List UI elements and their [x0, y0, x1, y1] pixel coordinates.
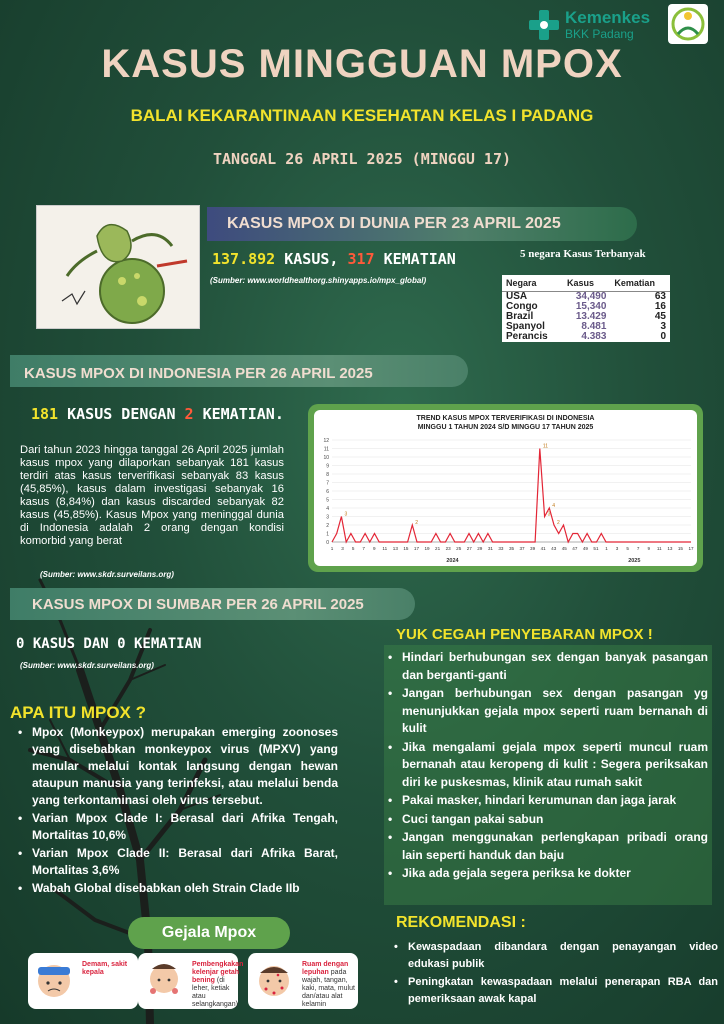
indonesia-deaths-suffix: KEMATIAN.: [193, 405, 284, 423]
symptom-highlight: Ruam dengan lepuhan: [302, 961, 349, 976]
x-tick-label: 49: [582, 546, 588, 551]
y-tick-label: 4: [326, 506, 329, 512]
data-label: 3: [344, 511, 348, 518]
x-tick-label: 1: [330, 546, 334, 551]
deaths-cell: 63: [654, 291, 666, 302]
cases-cell: 8.481: [581, 321, 607, 332]
x-tick-label: 31: [487, 546, 493, 551]
indonesia-deaths: 2: [184, 405, 194, 423]
rash-face-icon: [254, 959, 294, 1003]
y-tick-label: 1: [326, 531, 329, 538]
top5-title: 5 negara Kasus Terbanyak: [520, 248, 646, 260]
list-item: • Wabah Global disebabkan oleh Strain Clade IIb: [16, 880, 338, 897]
x-tick-label: 1: [605, 546, 608, 551]
trend-chart-panel: [308, 404, 703, 572]
bkk-emblem-icon: [668, 4, 708, 44]
x-tick-label: 13: [392, 546, 398, 551]
trend-chart: [314, 410, 697, 566]
list-item: • Varian Mpox Clade I: Berasal dari Afrika Tengah, Mortalitas 10,6%: [16, 810, 338, 844]
top5-header-cases: Kasus: [563, 275, 610, 292]
sumbar-section-banner: KASUS MPOX DI SUMBAR PER 26 APRIL 2025: [10, 588, 415, 620]
x-tick-label: 33: [498, 546, 504, 551]
x-tick-label: 45: [561, 546, 567, 551]
deaths-cell: 45: [654, 311, 666, 322]
what-is-mpox-list: [16, 724, 338, 898]
x-tick-label: 11: [382, 546, 388, 551]
country-cell: Brazil: [506, 311, 534, 322]
x-tick-label: 13: [667, 546, 673, 551]
logo-brand: Kemenkes: [565, 8, 651, 27]
logo-unit: BKK Padang: [565, 27, 634, 41]
world-cases-suffix: KASUS,: [275, 250, 348, 268]
year-label: 2024: [446, 558, 459, 564]
x-tick-label: 11: [656, 546, 662, 551]
indonesia-cases: 181: [31, 405, 59, 423]
world-deaths-suffix: KEMATIAN: [374, 250, 456, 268]
indonesia-source: (Sumber: www.skdr.surveilans.org): [40, 570, 174, 579]
x-tick-label: 37: [519, 546, 525, 551]
country-cell: USA: [506, 291, 528, 302]
y-tick-label: 10: [323, 455, 329, 461]
world-cases: 137.892: [212, 250, 276, 268]
y-tick-label: 0: [326, 540, 329, 546]
list-item: • Peningkatan kewaspadaan melalui penerapan RBA dan pemeriksaan awak kapal: [392, 974, 718, 1008]
fever-face-icon: [34, 959, 74, 1003]
x-tick-label: 19: [424, 546, 430, 551]
data-label: 3: [547, 511, 551, 518]
prevention-list: [386, 649, 708, 884]
symptom-highlight: Demam, sakit kepala: [82, 961, 128, 976]
symptom-card-lymph: [138, 953, 244, 1009]
deaths-cell: 16: [654, 301, 666, 312]
prevention-title: YUK CEGAH PENYEBARAN MPOX !: [396, 626, 653, 643]
virus-cartoon-image: [36, 205, 200, 329]
y-tick-label: 8: [326, 472, 329, 478]
y-tick-label: 2: [326, 523, 329, 529]
x-tick-label: 17: [413, 546, 420, 551]
symptom-text: [302, 961, 356, 1009]
x-tick-label: 25: [456, 546, 462, 551]
x-tick-label: 3: [615, 546, 619, 551]
top5-header-country: Negara: [502, 275, 563, 292]
x-tick-label: 39: [530, 546, 536, 551]
y-tick-label: 9: [326, 463, 329, 470]
x-tick-label: 29: [477, 546, 483, 551]
world-stats: [212, 250, 456, 268]
y-tick-label: 7: [326, 480, 329, 487]
report-date: TANGGAL 26 APRIL 2025 (MINGGU 17): [212, 150, 511, 168]
x-tick-label: 47: [572, 546, 578, 551]
recommendation-title: REKOMENDASI :: [396, 914, 526, 931]
list-item: • Pakai masker, hindari kerumunan dan jaga jarak: [386, 792, 708, 810]
symptom-highlight: Pembengkakan kelenjar getah bening: [192, 961, 244, 984]
indonesia-section-banner: KASUS MPOX DI INDONESIA PER 26 APRIL 2025: [10, 355, 468, 387]
x-tick-label: 9: [647, 546, 651, 551]
cases-cell: 13.429: [575, 311, 607, 322]
indonesia-cases-suffix: KASUS DENGAN: [58, 405, 185, 423]
sumbar-source: (Sumber: www.skdr.surveilans.org): [20, 661, 154, 670]
recommendation-list: [392, 939, 718, 1009]
world-source: (Sumber: www.worldhealthorg.shinyapps.io/mpx_global): [210, 276, 427, 285]
table-row: [502, 332, 670, 342]
x-tick-label: 3: [341, 546, 344, 551]
list-item: • Jika mengalami gejala mpox seperti muncul ruam bernanah atau keropeng di kulit : Segera periksakan diri ke puskesmas, klinik atau rumah sakit: [386, 739, 708, 792]
kemenkes-logo: [527, 6, 667, 42]
deaths-cell: 3: [660, 321, 666, 332]
chart-subtitle: MINGGU 1 TAHUN 2024 S/D MINGGU 17 TAHUN 2025: [417, 424, 594, 431]
x-tick-label: 15: [403, 546, 409, 551]
x-tick-label: 7: [362, 546, 365, 551]
list-item: • Cuci tangan pakai sabun: [386, 811, 708, 829]
x-tick-label: 9: [372, 546, 376, 551]
deaths-cell: 0: [660, 331, 666, 342]
what-is-mpox-title: APA ITU MPOX ?: [10, 703, 146, 722]
data-label: 11: [542, 443, 549, 450]
virus-monkey-illustration: [37, 206, 199, 328]
y-tick-label: 12: [323, 438, 329, 444]
symptom-detail: (di leher, ketiak atau selangkangan): [192, 977, 238, 1008]
x-tick-label: 51: [593, 546, 599, 551]
indonesia-stats: [31, 405, 284, 423]
x-tick-label: 43: [551, 546, 557, 551]
bkk-padang-logo: [668, 4, 708, 44]
sumbar-stats: 0 KASUS DAN 0 KEMATIAN: [16, 636, 202, 652]
top5-table: [502, 275, 670, 342]
list-item: • Varian Mpox Clade II: Berasal dari Afrika Barat, Mortalitas 3,6%: [16, 845, 338, 879]
y-tick-label: 5: [326, 497, 329, 504]
symptom-card-rash: [248, 953, 358, 1009]
data-label: 4: [552, 503, 556, 509]
country-cell: Perancis: [506, 331, 548, 342]
world-section-banner: KASUS MPOX DI DUNIA PER 23 APRIL 2025: [207, 207, 637, 241]
list-item: • Jangan berhubungan sex dengan pasangan yg menunjukkan gejala mpox seperti ruam bernanah di kulit: [386, 685, 708, 738]
y-tick-label: 11: [323, 446, 329, 453]
kemenkes-emblem-icon: [527, 8, 561, 42]
x-tick-label: 21: [435, 546, 441, 551]
cases-cell: 15,340: [575, 301, 607, 312]
world-deaths: 317: [347, 250, 375, 268]
indonesia-description: Dari tahun 2023 hingga tanggal 26 April 2025 jumlah kasus mpox yang dilaporkan sebanyak 181 kasus terdiri atas kasus terverifikasi sebanyak 83 kasus (45,85%), kasus dalam investigasi sebanyak 16 kasus (8,84%) dan kasus discarded sebanyak 82 kasus (45,85%). Kasus Mpox yang meninggal dunia di Indonesia adalah 2 orang dengan kondisi komorbid yang berat: [20, 444, 284, 547]
x-tick-label: 5: [626, 546, 629, 551]
country-cell: Congo: [506, 301, 538, 312]
data-label: 2: [415, 520, 419, 526]
trend-chart-card: [314, 410, 697, 566]
list-item: • Hindari berhubungan sex dengan banyak pasangan dan berganti-ganti: [386, 649, 708, 684]
year-label: 2025: [628, 558, 641, 564]
trend-series-line: [332, 449, 691, 543]
y-tick-label: 6: [326, 489, 329, 495]
chart-title-block: [314, 414, 697, 432]
country-cell: Spanyol: [506, 321, 545, 332]
cases-cell: 34,490: [575, 291, 607, 302]
swollen-gland-icon: [144, 959, 184, 1003]
symptoms-title: Gejala Mpox: [128, 917, 290, 949]
x-tick-label: 7: [636, 546, 640, 551]
symptom-text: [192, 961, 244, 1009]
top5-header-deaths: Kematian: [610, 275, 670, 292]
list-item: • Mpox (Monkeypox) merupakan emerging zoonoses yang disebabkan monkeypox virus (MPXV) yang menular melalui kontak langsung dengan hewan ataupun manusia yang terinfeksi, atau melalui benda yang terkontaminasi oleh virus tersebut.: [16, 724, 338, 809]
x-tick-label: 35: [508, 546, 515, 551]
x-tick-label: 15: [677, 546, 684, 551]
list-item: • Jangan menggunakan perlengkapan pribadi orang lain seperti handuk dan baju: [386, 829, 708, 864]
x-tick-label: 5: [351, 546, 355, 551]
x-tick-label: 41: [540, 546, 546, 551]
symptom-card-fever: [28, 953, 138, 1009]
x-tick-label: 27: [466, 546, 472, 551]
list-item: • Jika ada gejala segera periksa ke dokter: [386, 865, 708, 883]
cases-cell: 4.383: [581, 331, 607, 342]
y-tick-label: 3: [326, 514, 329, 521]
symptom-text: [82, 961, 136, 977]
x-tick-label: 17: [688, 546, 694, 551]
data-label: 2: [557, 520, 560, 526]
symptom-detail: pada wajah, tangan, kaki, mata, mulut dan/atau alat kelamin: [302, 969, 355, 1008]
list-item: • Kewaspadaan dibandara dengan penayangan video edukasi publik: [392, 939, 718, 973]
chart-title: TREND KASUS MPOX TERVERIFIKASI DI INDONESIA: [416, 415, 595, 422]
x-tick-label: 23: [445, 546, 451, 551]
page-subtitle: BALAI KEKARANTINAAN KESEHATAN KELAS I PADANG: [130, 106, 594, 125]
page-title: KASUS MINGGUAN MPOX: [101, 42, 623, 86]
